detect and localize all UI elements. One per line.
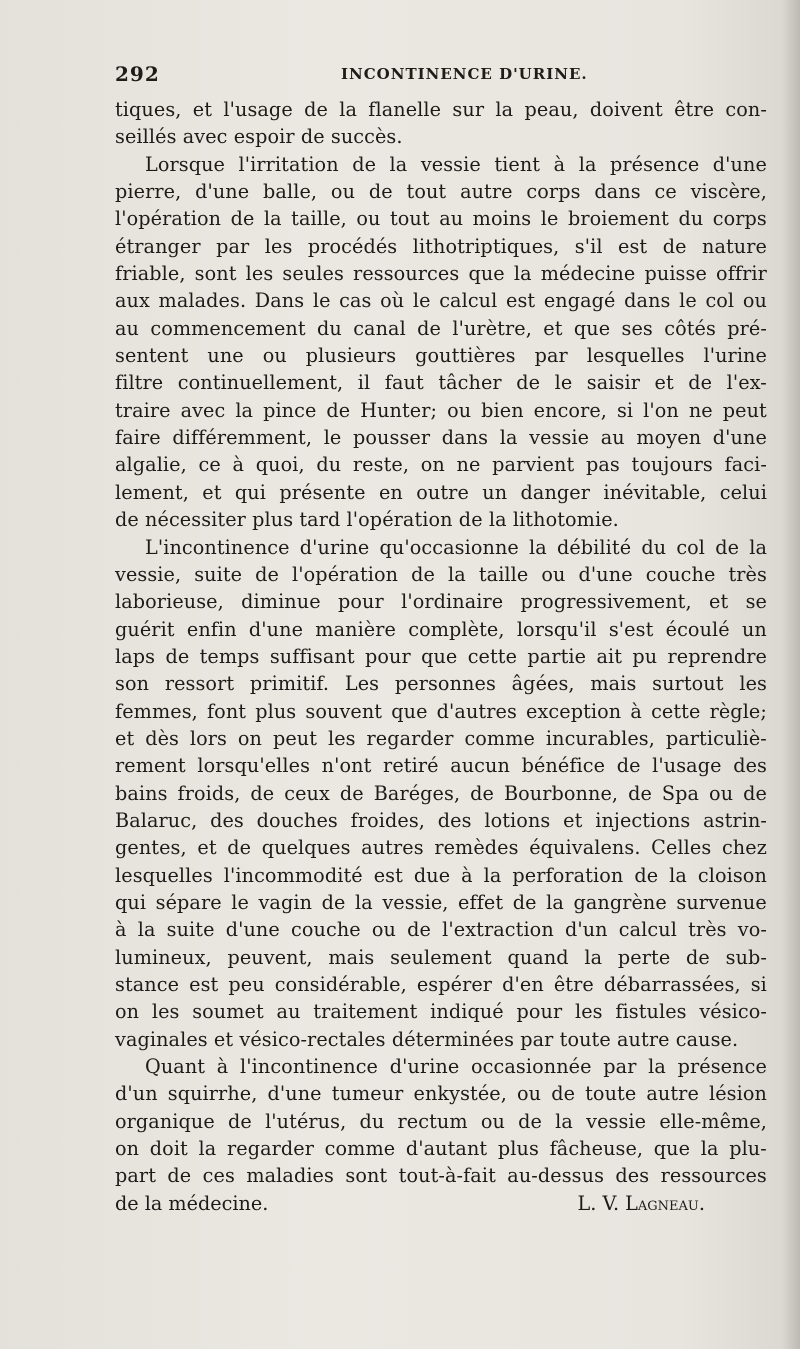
text-line: vessie, suite de l'opération de la taille ou d'une couche très [115, 562, 767, 586]
text-line: stance est peu considérable, espérer d'en être débarrassées, si [115, 973, 767, 996]
text-line: laps de temps suffisant pour que cette partie ait pu reprendre [115, 644, 767, 668]
text-line: on doit la regarder comme d'autant plus fâcheuse, que la plu- [115, 1137, 767, 1161]
text-line: Balaruc, des douches froides, des lotions et injections astrin- [115, 808, 767, 832]
text-line: bains froids, de ceux de Baréges, de Bourbonne, de Spa ou de [115, 781, 767, 805]
text-line: on les soumet au traitement indiqué pour les fistules vésico- [115, 1000, 767, 1024]
text-line: sentent une ou plusieurs gouttières par lesquelles l'urine [115, 344, 767, 368]
closing-line [115, 1190, 767, 1217]
text-line: Lorsque l'irritation de la vessie tient à la présence d'une [145, 152, 767, 176]
text-line: femmes, font plus souvent que d'autres exception à cette règle; [115, 699, 767, 723]
text-line: rement lorsqu'elles n'ont retiré aucun bénéfice de l'usage des [115, 754, 767, 778]
text-line: part de ces maladies sont tout-à-fait au-dessus des ressources [115, 1164, 767, 1188]
text-line: qui sépare le vagin de la vessie, effet de la gangrène survenue [115, 890, 767, 914]
text-line: tiques, et l'usage de la flanelle sur la peau, doivent être con- [115, 98, 767, 121]
text-line: au commencement du canal de l'urètre, et que ses côtés pré- [115, 316, 767, 340]
text-line: lesquelles l'incommodité est due à la perforation de la cloison [115, 863, 767, 887]
text-line: lumineux, peuvent, mais seulement quand la perte de sub- [115, 945, 767, 969]
paragraph [115, 151, 767, 534]
text-line: aux malades. Dans le cas où le calcul est engagé dans le col ou [115, 289, 767, 313]
page-number: 292 [115, 62, 160, 86]
text-line: de nécessiter plus tard l'opération de la lithotomie. [115, 508, 619, 532]
body-text [115, 96, 767, 1217]
text-line: gentes, et de quelques autres remèdes équivalens. Celles chez [115, 836, 767, 860]
text-line: étranger par les procédés lithotriptiques, s'il est de nature [115, 234, 767, 258]
text-line: et dès lors on peut les regarder comme incurables, particuliè- [115, 726, 767, 750]
text-line: vaginales et vésico-rectales déterminées par toute autre cause. [115, 1027, 739, 1051]
text-line: l'opération de la taille, ou tout au moins le broiement du corps [115, 207, 767, 231]
author-signature: L. V. Lagneau. [577, 1191, 705, 1215]
text-line: filtre continuellement, il faut tâcher de le saisir et de l'ex- [115, 371, 767, 395]
text-line: L'incontinence d'urine qu'occasionne la débilité du col de la [145, 535, 767, 559]
text-line: laborieuse, diminue pour l'ordinaire progressivement, et se [115, 590, 767, 614]
paragraph [115, 1053, 767, 1217]
text-line: friable, sont les seules ressources que la médecine puisse offrir [115, 262, 767, 286]
text-line: son ressort primitif. Les personnes âgées, mais surtout les [115, 672, 767, 696]
paragraph [115, 96, 767, 151]
running-title: INCONTINENCE D'URINE. [341, 65, 588, 83]
page-edge-shadow [782, 0, 800, 1349]
text-line: algalie, ce à quoi, du reste, on ne parvient pas toujours faci- [115, 453, 767, 477]
text-line: Quant à l'incontinence d'urine occasionnée par la présence [145, 1055, 767, 1079]
text-line: à la suite d'une couche ou de l'extraction d'un calcul très vo- [115, 918, 767, 942]
paragraph [115, 534, 767, 1054]
text-line: seillés avec espoir de succès. [115, 125, 403, 149]
text-line: lement, et qui présente en outre un danger inévitable, celui [115, 480, 767, 504]
text-line: traire avec la pince de Hunter; ou bien encore, si l'on ne peut [115, 398, 767, 422]
text-line: guérit enfin d'une manière complète, lorsqu'il s'est écoulé un [115, 617, 767, 641]
text-line: organique de l'utérus, du rectum ou de la vessie elle-même, [115, 1109, 767, 1133]
closing-text: de la médecine. [115, 1191, 269, 1215]
text-line: faire différemment, le pousser dans la vessie au moyen d'une [115, 426, 767, 450]
text-line: d'un squirrhe, d'une tumeur enkystée, ou de toute autre lésion [115, 1082, 767, 1106]
page-header [115, 62, 767, 88]
text-line: pierre, d'une balle, ou de tout autre corps dans ce viscère, [115, 180, 767, 204]
